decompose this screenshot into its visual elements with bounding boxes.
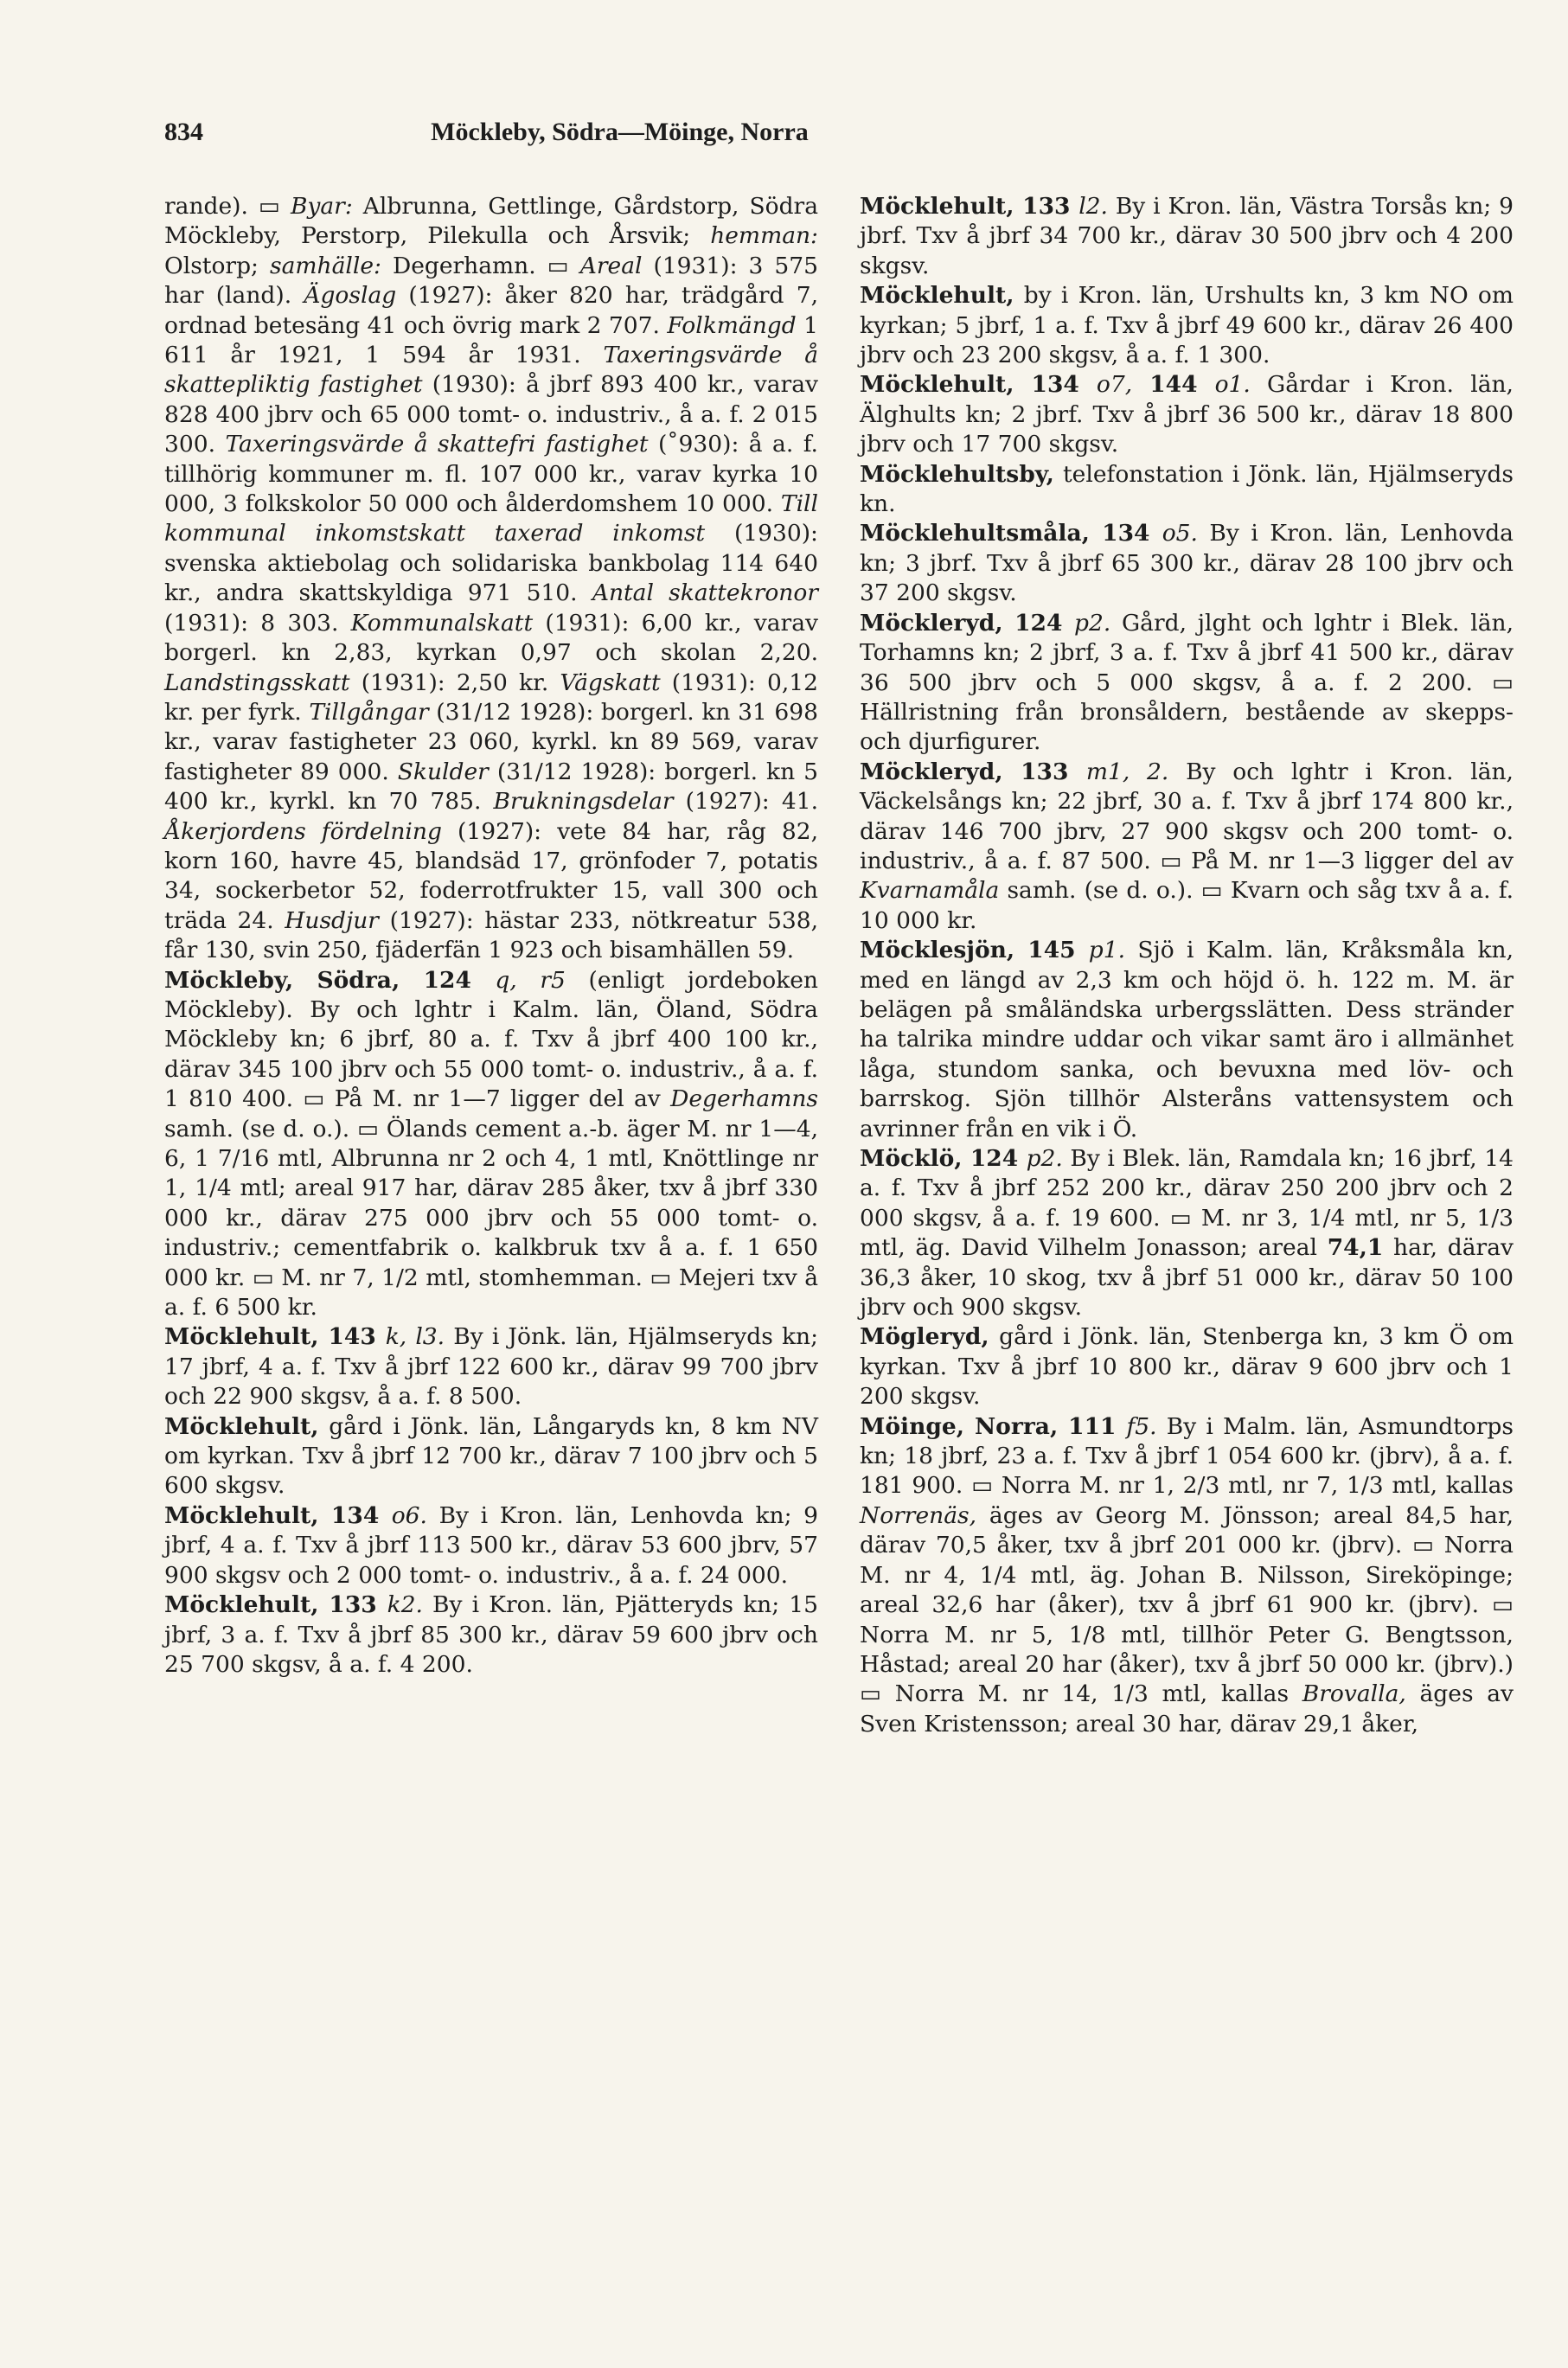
entry-text: (1927): vete 84 har, råg 82, korn 160, havre 45, blandsäd 17, grönfoder 7, potatis 34, sockerbetor 52, foderrotfrukter 15, vall 300 och träda 24. — [164, 817, 818, 934]
entry-text: Degerhamn. ▭ — [381, 252, 580, 279]
entry-text: samh. (se d. o.). ▭ Kvarn och såg txv å a. f. 10 000 kr. — [860, 877, 1514, 934]
article-entry — [860, 609, 1514, 758]
entry-headword: Möcklö, 124 — [860, 1145, 1027, 1172]
italic-text: Kommunalskatt — [350, 609, 534, 637]
article-entry — [860, 936, 1514, 1144]
entry-headword: Möcklehult, 143 — [164, 1323, 386, 1351]
article-entry — [164, 1590, 818, 1680]
entry-text: äges av Sven Kristensson; areal 30 har, därav 29,1 åker, — [860, 1680, 1514, 1738]
entry-text: (1927): 41. — [673, 788, 818, 816]
italic-text: samhälle: — [269, 252, 381, 279]
entry-headword: Möcklehult, — [164, 1412, 319, 1440]
italic-text: hemman: — [710, 222, 818, 250]
entry-text: samh. (se d. o.). ▭ Ölands cement a.-b. äger M. nr 1—4, 6, 1 7/16 mtl, Albrunna nr 2 och 4, 1 mtl, Knöttlinge nr 1, 1/4 mtl; areal 917 har, därav 285 åker, txv å jbrf 330 000 kr., därav 275 000 jbrv och 55 000 tomt- o. industriv.; cementfabrik o. kalkbruk txv å a. f. 1 650 000 kr. ▭ M. nr 7, 1/2 mtl, stomhemman. ▭ Mejeri txv å a. f. 6 500 kr. — [164, 1115, 818, 1322]
italic-text: p1. — [1088, 937, 1125, 964]
italic-text: Taxeringsvärde å skattefri fastighet — [225, 431, 649, 458]
entry-text: har, därav 36,3 åker, 10 skog, txv å jbrf 51 000 kr., därav 50 100 jbrv och 900 skgsv. — [860, 1234, 1514, 1322]
italic-text: Kvarnamåla — [860, 877, 1000, 905]
entry-headword: Möcklehult, 134 — [164, 1501, 392, 1529]
italic-text: o6. — [391, 1501, 427, 1529]
entry-text: By i Kron. län, Lenhovda kn; 3 jbrf. Txv å jbrf 65 300 kr., därav 28 100 jbrv och 37 200 skgsv. — [860, 520, 1514, 607]
entry-text: telefonstation i Jönk. län, Hjälmseryds kn. — [860, 460, 1514, 518]
article-entry — [860, 192, 1514, 281]
entry-text: Sjö i Kalm. län, Kråksmåla kn, med en längd av 2,3 km och höjd ö. h. 122 m. M. är belägen på småländska urbergsslätten. Dess stränder ha talrika mindre uddar och vikar samt äro i allmänhet låga, stundom sanka, och bevuxna med löv- och barrskog. Sjön tillhör Alsteråns vattensystem och avrinner från en vik i Ö. — [860, 937, 1514, 1142]
article-entry — [164, 1501, 818, 1590]
entry-text: (1931): 2,50 kr. — [349, 669, 560, 696]
italic-text: Åkerjordens fördelning — [164, 817, 442, 845]
running-head: Möckleby, Södra—Möinge, Norra — [431, 118, 809, 146]
italic-text: Degerhamns — [670, 1085, 818, 1113]
entry-headword: Möcklesjön, 145 — [860, 937, 1089, 964]
italic-text: Landstingsskatt — [164, 669, 350, 696]
entry-text: (˚930): å a. f. tillhörig kommuner m. fl. 107 000 kr., varav kyrka 10 000, 3 folkskolor 50 000 och ålderdomshem 10 000. — [164, 431, 818, 518]
entry-text: By i Kron. län, Västra Torsås kn; 9 jbrf. Txv å jbrf 34 700 kr., därav 30 500 jbrv och 4 200 skgsv. — [860, 193, 1514, 279]
entry-headword: 74,1 — [1327, 1234, 1384, 1262]
entry-text: By i Kron. län, Lenhovda kn; 9 jbrf, 4 a. f. Txv å jbrf 113 500 kr., därav 53 600 jbrv, 57 900 skgsv och 2 000 tomt- o. industriv., å a. f. 24 000. — [164, 1501, 819, 1589]
entry-text: By i Malm. län, Asmundtorps kn; 18 jbrf, 23 a. f. Txv å jbrf 1 054 600 kr. (jbrv), å a. f. 181 900. ▭ Norra M. nr 1, 2/3 mtl, nr 7, 1/3 mtl, kallas — [860, 1412, 1514, 1500]
italic-text: Tillgångar — [309, 698, 429, 726]
entry-text: (enligt jordeboken Möckleby). By och lghtr i Kalm. län, Öland, Södra Möckleby kn; 6 jbrf, 80 a. f. Txv å jbrf 400 100 kr., därav 345 100 jbrv och 55 000 tomt- o. industriv., å a. f. 1 810 400. ▭ På M. nr 1—7 ligger del av — [164, 966, 818, 1113]
entry-text: (1931): 3 575 har (land). — [164, 252, 818, 310]
entry-text: Gård, jlght och lghtr i Blek. län, Torhamns kn; 2 jbrf, 3 a. f. Txv å jbrf 41 500 kr., därav 36 500 jbrv och 5 000 skgsv, å a. f. 2 200. ▭ Hällristning från bronsåldern, bestående av skepps- och djurfigurer. — [860, 609, 1514, 756]
entry-headword: Möckleryd, 133 — [860, 758, 1086, 785]
entry-text: (31/12 1928): borgerl. kn 31 698 kr., varav fastigheter 23 060, kyrkl. kn 89 569, varav fastigheter 89 000. — [164, 698, 818, 785]
italic-text: Areal — [579, 252, 643, 279]
entry-text: (1927): åker 820 har, trädgård 7, ordnad betesäng 41 och övrig mark 2 707. — [164, 282, 818, 339]
italic-text: k2. — [387, 1591, 423, 1619]
italic-text: o5. — [1162, 520, 1198, 547]
right-column — [860, 192, 1514, 1739]
italic-text: m1, 2. — [1085, 758, 1169, 785]
italic-text: Norrenäs, — [860, 1501, 977, 1529]
entry-headword: Möckleby, Södra, 124 — [164, 966, 496, 994]
entry-text: (1931): 6,00 kr., varav borgerl. kn 2,83, kyrkan 0,97 och skolan 2,20. — [164, 609, 818, 667]
entry-headword: Möcklehult, 133 — [860, 193, 1079, 220]
article-entry — [164, 192, 818, 966]
italic-text: Skulder — [397, 758, 489, 785]
italic-text: Brukningsdelar — [493, 788, 674, 816]
entry-text: (1931): 8 303. — [164, 609, 351, 637]
entry-text: (1930): å jbrf 893 400 kr., varav 828 400 jbrv och 65 000 tomt- o. industriv., å a. f. 2 015 300. — [164, 371, 818, 458]
entry-text: (1927): hästar 233, nötkreatur 538, får 130, svin 250, fjäderfän 1 923 och bisamhällen 59. — [164, 906, 819, 964]
italic-text: Till kommunal inkomstskatt taxerad inkomst — [164, 490, 818, 547]
page-number: 834 — [164, 118, 203, 146]
entry-headword: Möcklehult, 133 — [164, 1591, 387, 1619]
italic-text: f5. — [1126, 1412, 1157, 1440]
entry-text: äges av Georg M. Jönsson; areal 84,5 har, därav 70,5 åker, txv å jbrf 201 000 kr. (jbrv). ▭ Norra M. nr 4, 1/4 mtl, äg. Johan B. Nilsson, Sireköpinge; areal 32,6 har (åker), txv å jbrf 61 900 kr. (jbrv). ▭ Norra M. nr 5, 1/8 mtl, tillhör Peter G. Bengtsson, Håstad; areal 20 har (åker), txv å jbrf 50 000 kr. (jbrv).) ▭ Norra M. nr 14, 1/3 mtl, kallas — [860, 1501, 1514, 1708]
article-entry — [164, 966, 818, 1323]
article-entry — [860, 1322, 1514, 1411]
entry-headword: 144 — [1132, 371, 1215, 399]
entry-headword: Mögleryd, — [860, 1323, 989, 1351]
article-entry — [860, 281, 1514, 370]
entry-text: gård i Jönk. län, Långaryds kn, 8 km NV om kyrkan. Txv å jbrf 12 700 kr., därav 7 100 jbrv och 5 600 skgsv. — [164, 1412, 818, 1500]
entry-text: By i Blek. län, Ramdala kn; 16 jbrf, 14 a. f. Txv å jbrf 252 200 kr., därav 250 200 jbrv och 2 000 skgsv, å a. f. 19 600. ▭ M. nr 3, 1/4 mtl, nr 5, 1/3 mtl, äg. David Vilhelm Jonasson; areal — [860, 1145, 1514, 1262]
italic-text: Brovalla, — [1302, 1680, 1406, 1708]
entry-headword: Möcklehult, 134 — [860, 371, 1097, 399]
entry-headword: Möcklehultsmåla, 134 — [860, 520, 1162, 547]
italic-text: Folkmängd — [667, 311, 797, 339]
italic-text: Husdjur — [285, 906, 379, 934]
entry-text: (1930): svenska aktiebolag och solidariska bankbolag 114 640 kr., andra skattskyldiga 971 510. — [164, 520, 818, 607]
entry-text: Gårdar i Kron. län, Älghults kn; 2 jbrf. Txv å jbrf 36 500 kr., därav 18 800 jbrv och 17 700 skgsv. — [860, 371, 1514, 458]
italic-text: Vägskatt — [560, 669, 661, 696]
article-entry — [860, 758, 1514, 936]
italic-text: q, r5 — [495, 966, 566, 994]
entry-text: By och lghtr i Kron. län, Väckelsångs kn; 22 jbrf, 30 a. f. Txv å jbrf 174 800 kr., därav 146 700 jbrv, 27 900 skgsv och 200 tomt- o. industriv., å a. f. 87 500. ▭ På M. nr 1—3 ligger del av — [860, 758, 1514, 874]
italic-text: o7, — [1096, 371, 1133, 399]
entry-headword: Möcklehult, — [860, 282, 1014, 310]
italic-text: p2. — [1074, 609, 1111, 637]
article-entry — [860, 1144, 1514, 1322]
article-entry — [860, 460, 1514, 520]
italic-text: p2. — [1026, 1145, 1063, 1172]
entry-text: by i Kron. län, Urshults kn, 3 km NO om kyrkan; 5 jbrf, 1 a. f. Txv å jbrf 49 600 kr., därav 26 400 jbrv och 23 200 skgsv, å a. f. 1 300. — [860, 282, 1514, 369]
article-entry — [860, 519, 1514, 608]
entry-text: (31/12 1928): borgerl. kn 5 400 kr., kyrkl. kn 70 785. — [164, 758, 818, 816]
article-entry — [164, 1322, 818, 1411]
entry-text: Olstorp; — [164, 252, 270, 279]
entry-text: 1 611 år 1921, 1 594 år 1931. — [164, 311, 818, 369]
entry-text: gård i Jönk. län, Stenberga kn, 3 km Ö om kyrkan. Txv å jbrf 10 800 kr., därav 9 600 jbrv och 1 200 skgsv. — [860, 1323, 1514, 1411]
entry-text: By i Jönk. län, Hjälmseryds kn; 17 jbrf, 4 a. f. Txv å jbrf 122 600 kr., därav 99 700 jbrv och 22 900 skgsv, å a. f. 8 500. — [164, 1323, 818, 1411]
italic-text: Antal skattekronor — [592, 579, 818, 607]
left-column — [164, 192, 818, 1680]
italic-text: k, l3. — [385, 1323, 445, 1351]
entry-headword: Möcklehultsby, — [860, 460, 1054, 488]
italic-text: o1. — [1214, 371, 1251, 399]
entry-text: Albrunna, Gettlinge, Gårdstorp, Södra Möckleby, Perstorp, Pilekulla och Årsvik; — [164, 193, 818, 250]
italic-text: l2. — [1078, 193, 1108, 220]
entry-text: rande). ▭ — [164, 193, 291, 220]
entry-headword: Möinge, Norra, 111 — [860, 1412, 1127, 1440]
italic-text: Taxeringsvärde å skattepliktig fastighet — [164, 342, 818, 399]
italic-text: Byar: — [290, 193, 353, 220]
article-entry — [860, 1412, 1514, 1739]
article-entry — [164, 1412, 818, 1501]
entry-text: (1931): 0,12 kr. per fyrk. — [164, 669, 818, 726]
entry-text: By i Kron. län, Pjätteryds kn; 15 jbrf, 3 a. f. Txv å jbrf 85 300 kr., därav 59 600 jbrv och 25 700 skgsv, å a. f. 4 200. — [164, 1591, 818, 1678]
entry-headword: Möckleryd, 124 — [860, 609, 1074, 637]
article-entry — [860, 370, 1514, 459]
italic-text: Ägoslag — [304, 282, 397, 310]
